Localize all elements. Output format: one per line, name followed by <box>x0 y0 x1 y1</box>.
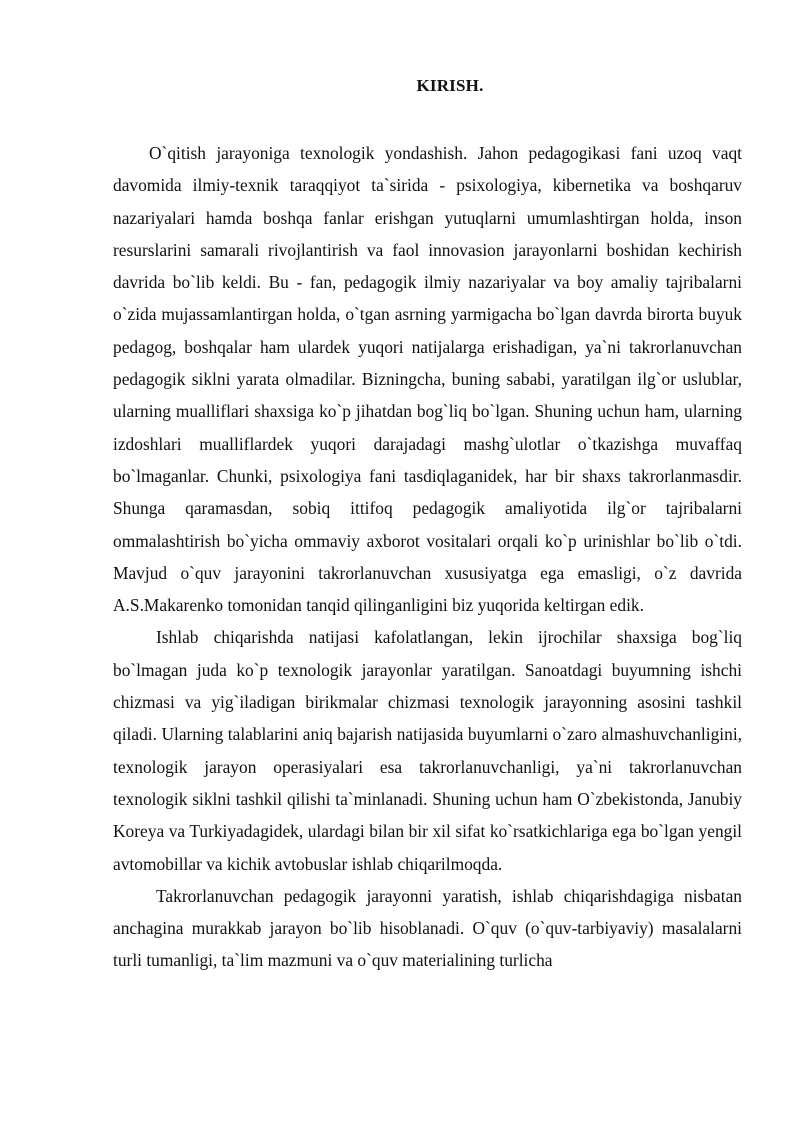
body-text <box>113 137 742 977</box>
paragraph-production: Ishlab chiqarishda natijasi kafolatlangan, lekin ijrochilar shaxsiga bog`liq bo`lmagan juda ko`p texnologik jarayonlar yaratilgan. Sanoatdagi buyumning ishchi chizmasi va yig`iladigan birikmalar chizmasi texnologik jarayonning asosini tashkil qiladi. Ularning talablarini aniq bajarish natijasida buyumlarni o`zaro almashuvchanligini, texnologik jarayon operasiyalari esa takrorlanuvchanligi, ya`ni takrorlanuvchan texnologik siklni tashkil qilishi ta`minlanadi. Shuning uchun ham O`zbekistonda, Janubiy Koreya va Turkiyadagidek, ulardagi bilan bir xil sifat ko`rsatkichlariga ega bo`lgan yengil avtomobillar va kichik avtobuslar ishlab chiqarilmoqda. <box>113 627 742 874</box>
paragraph-repeatable-process: Takrorlanuvchan pedagogik jarayonni yaratish, ishlab chiqarishdagiga nisbatan anchagina murakkab jarayon bo`lib hisoblanadi. O`quv (o`quv-tarbiyaviy) masalalarni turli tumanligi, ta`lim mazmuni va o`quv materialining turlicha <box>113 885 742 971</box>
paragraph-intro: O`qitish jarayoniga texnologik yondashish. Jahon pedagogikasi fani uzoq vaqt davomida ilmiy-texnik taraqqiyot ta`sirida - psixologiya, kibernetika va boshqaruv nazariyalari hamda boshqa fanlar erishgan yutuqlarni umumlashtirgan holda, inson resurslarini samarali rivojlantirish va faol innovasion jarayonlarni boshidan kechirish davrida bo`lib keldi. Bu - fan, pedagogik ilmiy nazariyalar va boy amaliy tajribalarni o`zida mujassamlantirgan holda, o`tgan asrning yarmigacha bo`lgan davrda birorta buyuk pedagog, boshqalar ham ulardek yuqori natijalarga erishadigan, ya`ni takrorlanuvchan pedagogik siklni yarata olmadilar. Bizningcha, buning sababi, yaratilgan ilg`or uslublar, ularning mualliflari shaxsiga ko`p jihatdan bog`liq bo`lgan. Shuning uchun ham, ularning izdoshlari mualliflardek yuqori darajadagi mashg`ulotlar o`tkazishga muvaffaq bo`lmaganlar. Chunki, psixologiya fani tasdiqlaganidek, har bir shaxs takrorlanmasdir. Shunga qaramasdan, sobiq ittifoq pedagogik amaliyotida ilg`or tajribalarni ommalashtirish bo`yicha ommaviy axborot vositalari orqali ko`p urinishlar bo`lib o`tdi. Mavjud o`quv jarayonini takrorlanuvchan xususiyatga ega emasligi, o`z davrida A.S.Makarenko tomonidan tanqid qilinganligini biz yuqorida keltirgan edik. <box>113 143 742 616</box>
page-title: KIRISH. <box>416 76 484 95</box>
